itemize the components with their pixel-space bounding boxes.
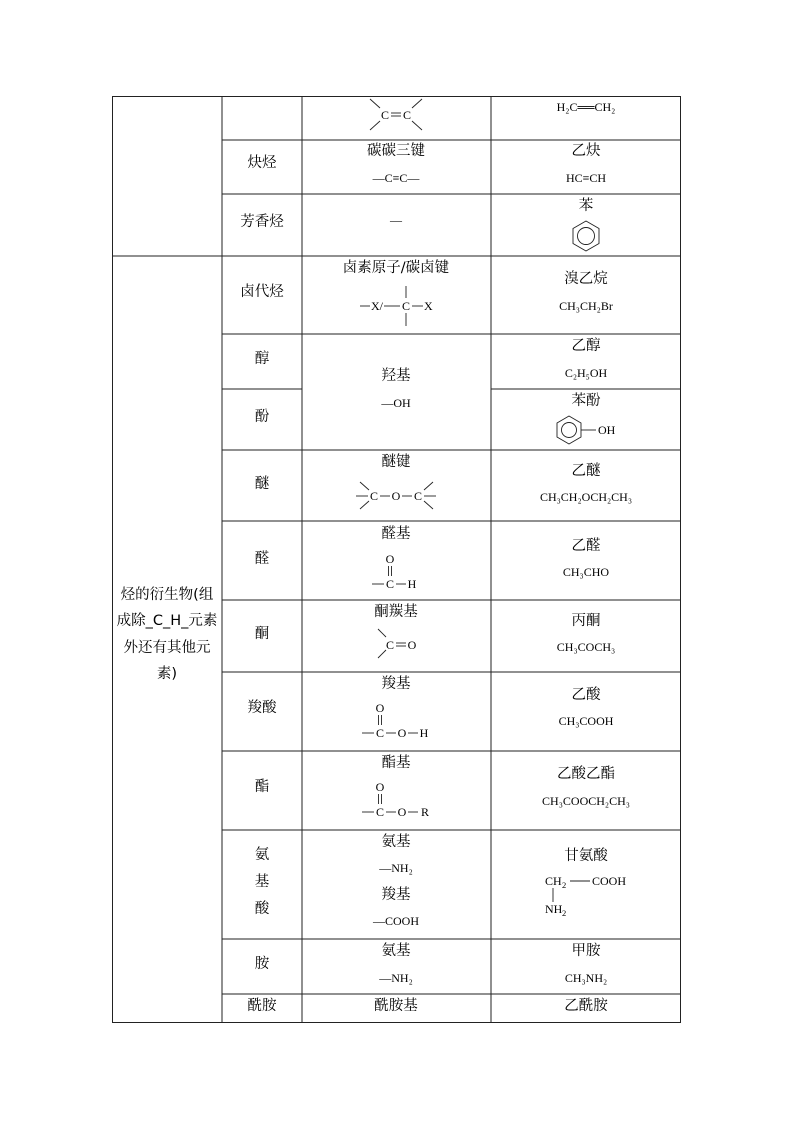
- amino-acid-class: [255, 846, 270, 917]
- aldehyde-group-structure: [372, 552, 417, 591]
- svg-text:H: H: [407, 577, 417, 591]
- haloalkane-group-name: 卤素原子/碳卤键: [342, 260, 450, 276]
- amino-acid-example-name: 甘氨酸: [564, 848, 608, 864]
- svg-text:C: C: [385, 577, 395, 591]
- haloalkane-example-name: 溴乙烷: [564, 271, 608, 287]
- svg-text:COOH: COOH: [592, 874, 627, 888]
- ethanol-formula: C₂H₅OH: [564, 366, 608, 380]
- svg-text:O: O: [391, 489, 401, 503]
- ketone-group-name: 酮羰基: [374, 604, 418, 620]
- amine-group-name: 氨基: [381, 943, 411, 959]
- ether-group-name: 醚键: [381, 454, 411, 470]
- amine-example-name: 甲胺: [571, 943, 601, 959]
- svg-text:X: X: [424, 299, 433, 313]
- alkyne-class: 炔烃: [247, 155, 277, 171]
- aromatic-example-name: 苯: [578, 198, 594, 214]
- svg-text:2: 2: [562, 908, 567, 918]
- acid-class: 羧酸: [247, 700, 277, 716]
- organic-compounds-table: [112, 96, 681, 1023]
- carboxyl-group-formula: —COOH: [372, 914, 420, 928]
- ether-example-name: 乙醚: [571, 463, 601, 479]
- bromoethane-formula: CH₃CH₂Br: [559, 299, 613, 313]
- alkyne-example-name: 乙炔: [571, 143, 601, 159]
- haloalkane-group-structure: [360, 286, 433, 326]
- svg-text:O: O: [375, 780, 385, 794]
- ethylene-formula: H₂C══CH₂: [556, 100, 616, 114]
- svg-text:氨: 氨: [254, 847, 270, 863]
- amino-group-name: 氨基: [381, 834, 411, 850]
- benzene-ring-structure: [573, 221, 599, 251]
- amino-group-formula: —NH₂: [379, 861, 413, 875]
- alkyne-group-name: 碳碳三键: [367, 143, 425, 159]
- alcohol-class: 醇: [254, 351, 270, 367]
- svg-text:O: O: [397, 805, 407, 819]
- derivatives-label: [117, 585, 218, 682]
- svg-text:X/: X/: [371, 299, 383, 313]
- ester-group-name: 酯基: [381, 755, 411, 771]
- amine-group-formula: —NH₂: [379, 971, 413, 985]
- svg-text:C: C: [385, 638, 395, 652]
- svg-text:素): 素): [156, 666, 178, 682]
- svg-text:R: R: [420, 805, 430, 819]
- amide-example-name: 乙酰胺: [564, 998, 608, 1014]
- ethyl-acetate-formula: CH₃COOCH₂CH₃: [542, 794, 630, 808]
- diethyl-ether-formula: CH₃CH₂OCH₂CH₃: [539, 490, 633, 504]
- svg-text:O: O: [385, 552, 395, 566]
- svg-text:O: O: [397, 726, 407, 740]
- ester-example-name: 乙酸乙酯: [557, 766, 615, 782]
- ester-group-structure: [362, 780, 429, 819]
- svg-text:2: 2: [562, 880, 567, 890]
- alcohol-example-name: 乙醇: [571, 338, 601, 354]
- ester-class: 酯: [254, 779, 270, 795]
- phenol-oh-label: OH: [598, 423, 616, 437]
- svg-text:C: C: [375, 805, 385, 819]
- ketone-example-name: 丙酮: [571, 613, 601, 629]
- svg-text:酸: 酸: [254, 901, 270, 917]
- acetaldehyde-formula: CH₃CHO: [562, 565, 610, 579]
- svg-text:O: O: [407, 638, 417, 652]
- alkene-carbon-left: C: [380, 108, 390, 122]
- svg-text:NH: NH: [545, 902, 563, 916]
- hydroxyl-group-name: 羟基: [381, 368, 411, 384]
- svg-text:H: H: [419, 726, 429, 740]
- glycine-structure: [545, 874, 626, 918]
- aromatic-class: 芳香烃: [240, 214, 284, 230]
- ketone-group-structure: [378, 629, 417, 658]
- acetylene-formula: HC≡CH: [565, 171, 607, 185]
- svg-text:C: C: [375, 726, 385, 740]
- amide-class: 酰胺: [247, 998, 277, 1014]
- aldehyde-example-name: 乙醛: [571, 538, 601, 554]
- acetic-acid-formula: CH₃COOH: [558, 714, 614, 728]
- alkene-double-bond-structure: [370, 99, 422, 130]
- svg-text:O: O: [375, 701, 385, 715]
- aromatic-group: —: [390, 213, 402, 227]
- svg-text:C: C: [413, 489, 423, 503]
- svg-text:烃的衍生物(组: 烃的衍生物(组: [120, 587, 214, 603]
- aldehyde-group-name: 醛基: [381, 526, 411, 542]
- ketone-class: 酮: [254, 626, 270, 642]
- svg-text:CH: CH: [545, 874, 562, 888]
- phenol-structure: [557, 416, 596, 444]
- acid-example-name: 乙酸: [571, 687, 601, 703]
- hydroxyl-group-formula: —OH: [381, 396, 411, 410]
- svg-text:成除_C_H_元素: 成除_C_H_元素: [116, 613, 218, 629]
- phenol-example-name: 苯酚: [571, 393, 601, 409]
- phenol-class: 酚: [254, 409, 270, 425]
- alkene-carbon-right: C: [402, 108, 412, 122]
- svg-text:基: 基: [254, 874, 270, 890]
- methylamine-formula: CH₃NH₂: [564, 971, 608, 985]
- carboxyl-group-structure: [362, 701, 429, 740]
- ether-class: 醚: [254, 476, 270, 492]
- carboxyl-group-name-2: 羧基: [381, 887, 411, 903]
- ether-group-structure: [356, 482, 436, 509]
- alkyne-group-formula: —C≡C—: [372, 171, 420, 185]
- acid-group-name: 羧基: [381, 676, 411, 692]
- svg-text:C: C: [401, 299, 411, 313]
- haloalkane-class: 卤代烃: [240, 284, 284, 300]
- amide-group-name: 酰胺基: [374, 998, 418, 1014]
- svg-text:外还有其他元: 外还有其他元: [123, 640, 211, 656]
- svg-text:C: C: [369, 489, 379, 503]
- aldehyde-class: 醛: [254, 551, 270, 567]
- acetone-formula: CH₃COCH₃: [556, 640, 616, 654]
- amine-class: 胺: [254, 956, 270, 972]
